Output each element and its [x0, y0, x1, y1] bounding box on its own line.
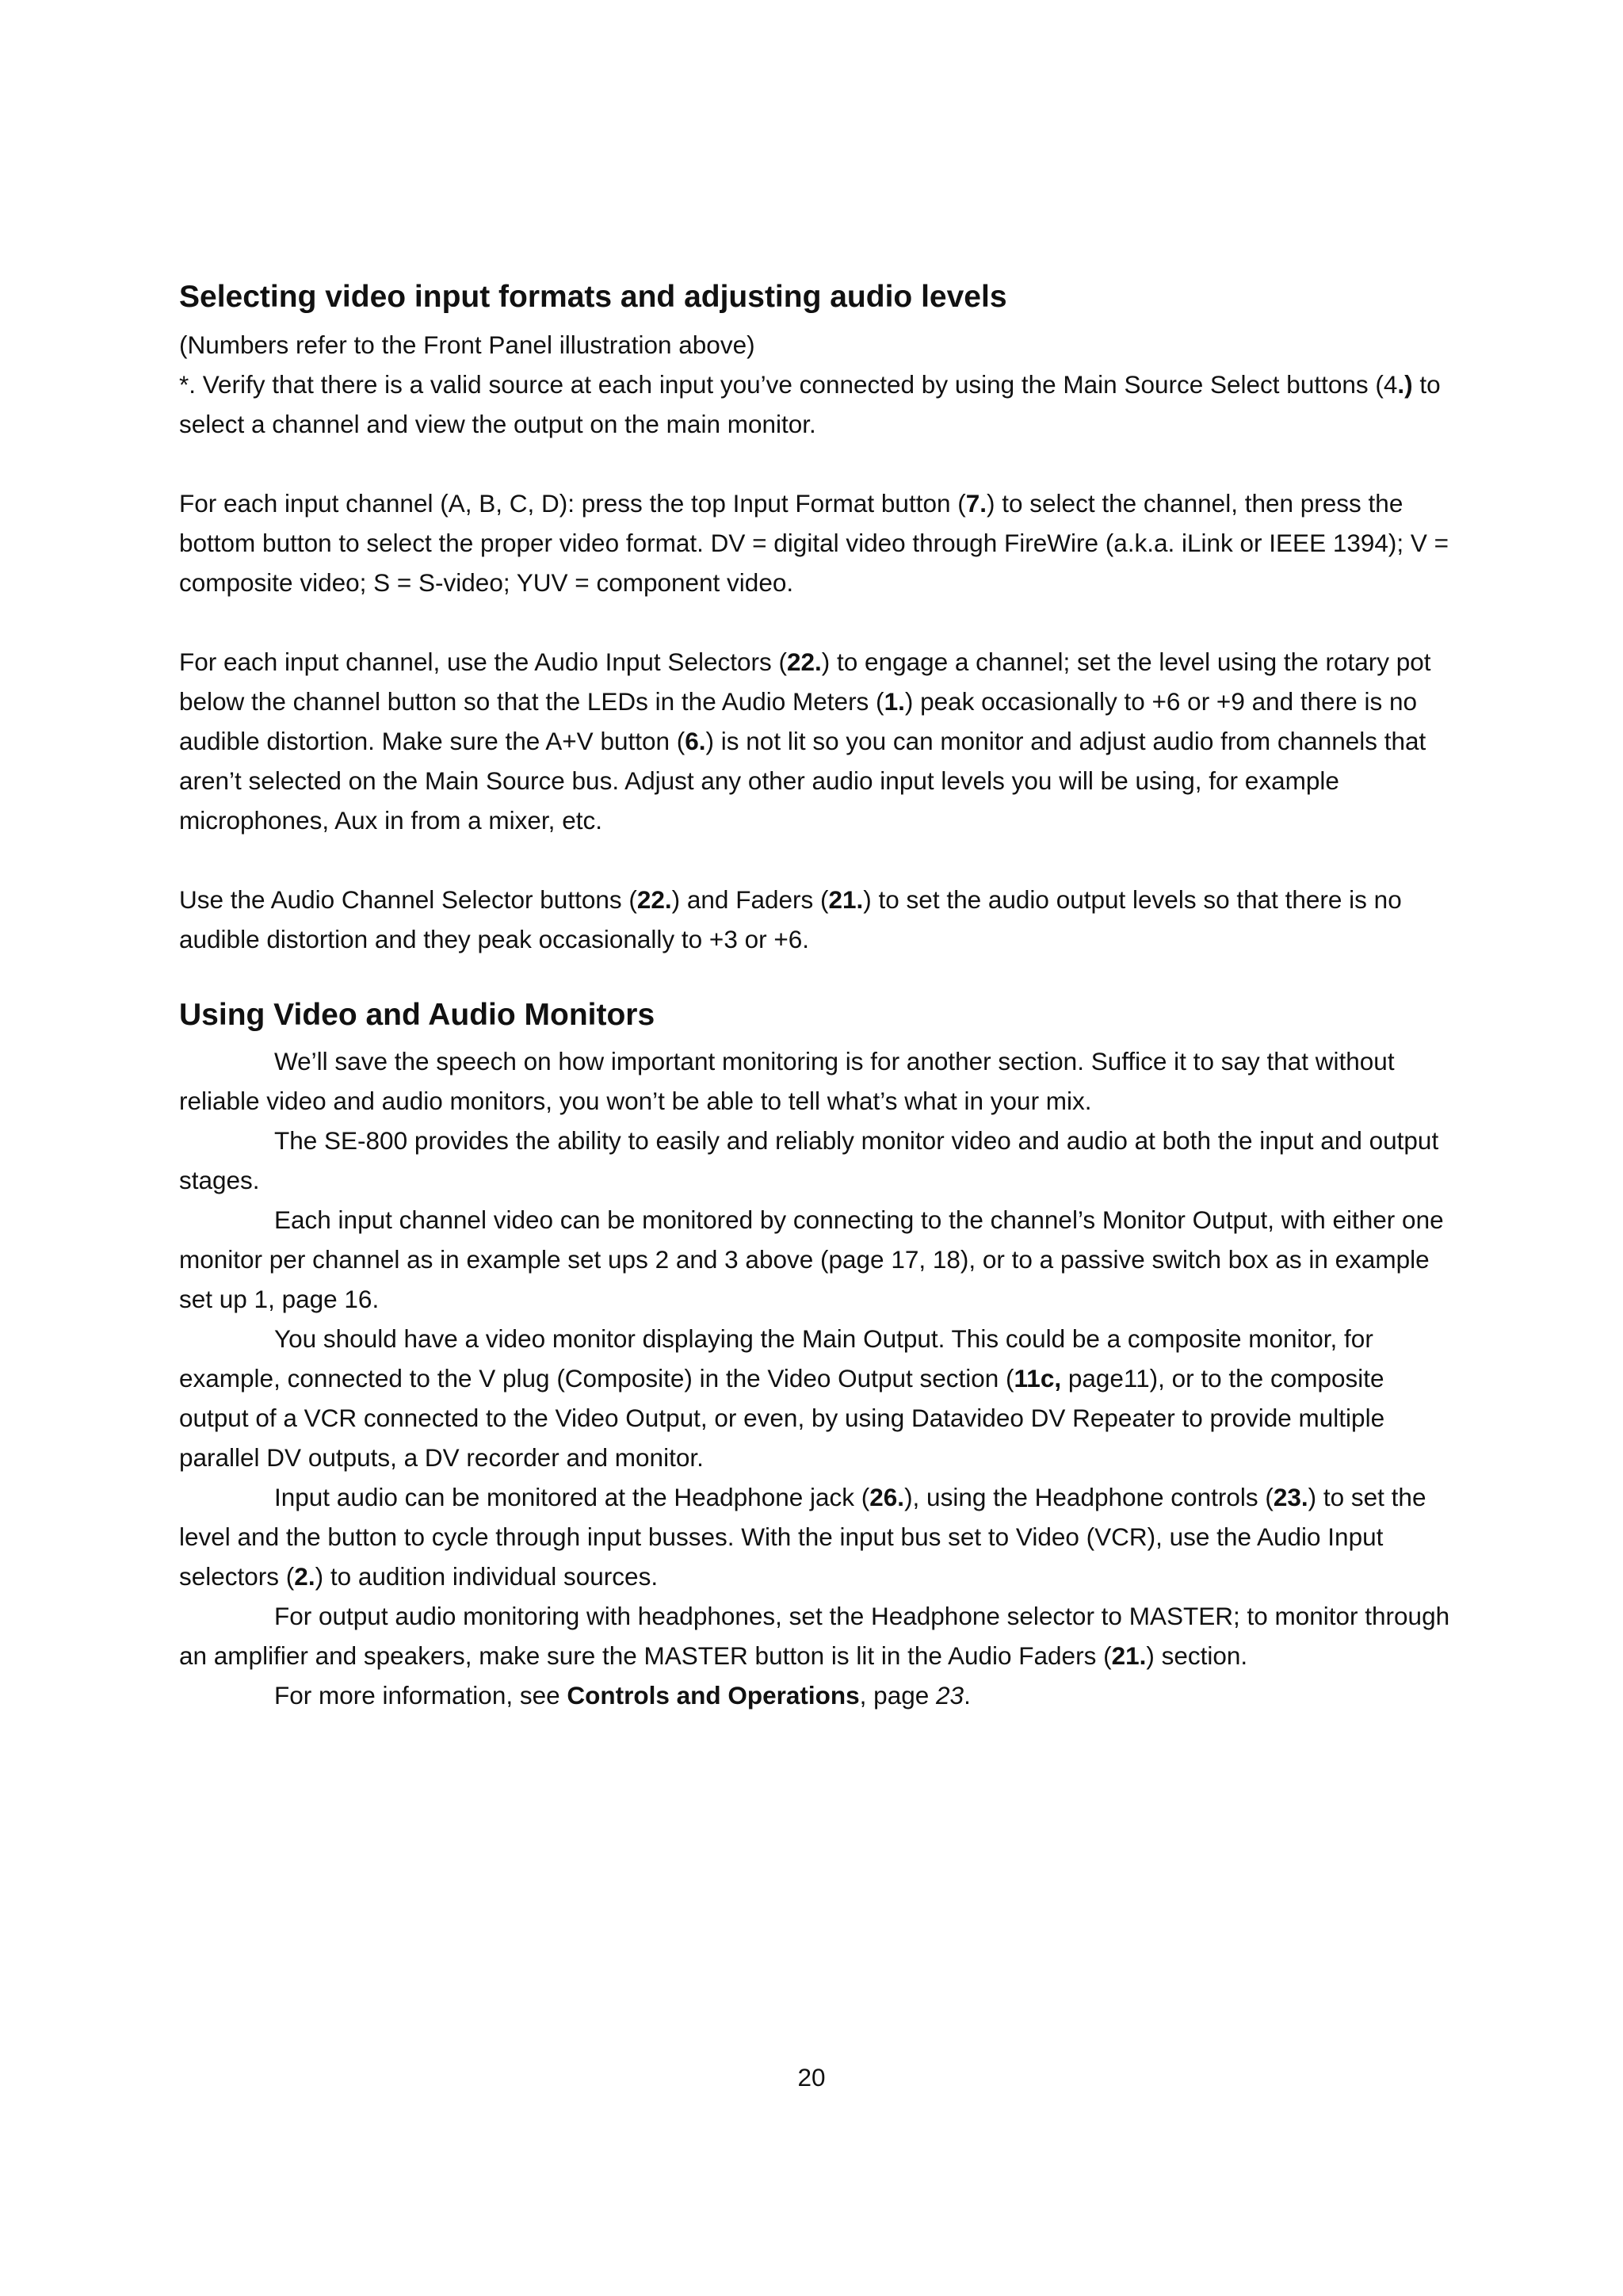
paragraph-se800-monitoring: The SE-800 provides the ability to easily and reliably monitor video and audio at both the input and output stages.	[179, 1126, 1439, 1194]
paragraph-input-channel-video: Each input channel video can be monitored by connecting to the channel’s Monitor Output, with either one monitor per channel as in example set ups 2 and 3 above (page 17, 18), or to a passive switch box as in example set up 1, page 16.	[179, 1205, 1444, 1313]
paragraph-main-output-monitor: You should have a video monitor displaying the Main Output. This could be a composite monitor, for example, connected to the V plug (Composite) in the Video Output section (11c, page11), or to the composite output of a VCR connected to the Video Output, or even, by using Datavideo DV Repeater to provide multiple parallel DV outputs, a DV recorder and monitor.	[179, 1324, 1385, 1472]
page-number: 20	[797, 2063, 826, 2092]
paragraph-input-format: For each input channel (A, B, C, D): press the top Input Format button (7.) to select the channel, then press the bottom button to select the proper video format. DV = digital video through FireWire (a.k.a. iLink or IEEE 1394); V = composite video; S = S-video; YUV = component video.	[179, 489, 1449, 597]
paragraph-verify-source: *. Verify that there is a valid source at each input you’ve connected by using the Main Source Select buttons (4.) to select a channel and view the output on the main monitor.	[179, 370, 1441, 438]
paragraph-audio-output-levels: Use the Audio Channel Selector buttons (22.) and Faders (21.) to set the audio output levels so that there is no audible distortion and they peak occasionally to +3 or +6.	[179, 885, 1402, 953]
paragraph-output-audio: For output audio monitoring with headphones, set the Headphone selector to MASTER; to monitor through an amplifier and speakers, make sure the MASTER button is lit in the Audio Faders (21.) section.	[179, 1602, 1450, 1670]
cross-reference: Controls and Operations	[567, 1681, 860, 1710]
page-content	[179, 279, 1460, 1715]
section-heading: Selecting video input formats and adjusting audio levels	[179, 280, 1007, 314]
paragraph-monitoring-intro: We’ll save the speech on how important monitoring is for another section. Suffice it to say that without reliable video and audio monitors, you won’t be able to tell what’s what in your mix.	[179, 1047, 1395, 1115]
paragraph-audio-input-levels: For each input channel, use the Audio Input Selectors (22.) to engage a channel; set the level using the rotary pot below the channel button so that the LEDs in the Audio Meters (1.) peak occasionally to +6 or +9 and there is no audible distortion. Make sure the A+V button (6.) is not lit so you can monitor and adjust audio from channels that aren’t selected on the Main Source bus. Adjust any other audio input levels you will be using, for example microphones, Aux in from a mixer, etc.	[179, 648, 1431, 835]
section-heading: Using Video and Audio Monitors	[179, 998, 655, 1032]
paragraph-more-info: For more information, see Controls and Operations, page 23.	[274, 1681, 971, 1710]
intro-note: (Numbers refer to the Front Panel illustration above)	[179, 330, 755, 359]
paragraph-input-audio: Input audio can be monitored at the Headphone jack (26.), using the Headphone controls (23.) to set the level and the button to cycle through input busses. With the input bus set to Video (VCR), use the Audio Input selectors (2.) to audition individual sources.	[179, 1483, 1426, 1591]
